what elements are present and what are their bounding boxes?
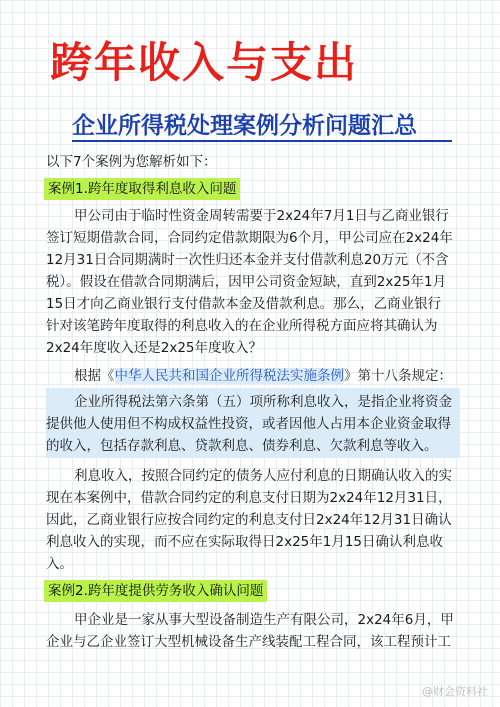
intro-text: 以下7个案例为您解析如下： xyxy=(46,154,217,170)
law-name: 中华人民共和国企业所得税法实施条例 xyxy=(114,368,344,384)
case1-para1-line: 税）。假设在借款合同期满后，因甲公司资金短缺，直到2x25年1月 xyxy=(46,274,447,290)
case1-para1-line: 15日才向乙商业银行支付借款本金及借款利息。那么，乙商业银行 xyxy=(46,296,442,312)
case1-para1-line: 12月31日合同期满时一次性归还本金并支付借款利息20万元（不含 xyxy=(46,252,449,268)
case1-quote-line: 提供他人使用但不构成权益性投资，或者因他人占用本企业资金取得 xyxy=(46,416,451,432)
case1-heading: 案例1.跨年度取得利息收入问题 xyxy=(44,178,240,200)
case1-quote-line: 的收入，包括存款利息、贷款利息、债券利息、欠款利息等收入。 xyxy=(46,438,438,454)
case1-para2-line: 入。 xyxy=(46,556,73,572)
case1-para2-line: 因此，乙商业银行应按合同约定的利息支付日2x24年12月31日确认 xyxy=(46,512,452,528)
case1-para1-line: 甲公司由于临时性资金周转需要于2x24年7月1日与乙商业银行 xyxy=(74,208,449,224)
basis-prefix: 根据《 xyxy=(74,368,115,384)
case1-para1-line: 签订短期借款合同，合同约定借款期限为6个月，甲公司应在2x24年 xyxy=(46,230,453,246)
case1-quote-line: 企业所得税法第六条第（五）项所称利息收入，是指企业将资金 xyxy=(74,394,452,410)
subtitle-underline xyxy=(72,140,452,142)
case2-para1-line: 企业与乙企业签订大型机械设备生产线装配工程合同，该工程预计工 xyxy=(46,634,451,650)
page-title: 跨年收入与支出 xyxy=(50,38,359,87)
case1-basis xyxy=(74,366,452,386)
case2-para1-line: 甲企业是一家从事大型设备制造生产有限公司，2x24年6月，甲 xyxy=(74,612,454,628)
case1-para2-line: 现在本案例中，借款合同约定的利息支付日期为2x24年12月31日， xyxy=(46,490,452,506)
case1-para1-line: 针对该笔跨年度取得的利息收入的在企业所得税方面应将其确认为 xyxy=(46,318,438,334)
basis-suffix: 》第十八条规定： xyxy=(344,368,452,384)
case2-heading: 案例2.跨年度提供劳务收入确认问题 xyxy=(44,580,267,602)
page-subtitle: 企业所得税处理案例分析问题汇总 xyxy=(72,113,417,139)
case1-para1-line: 2x24年度收入还是2x25年度收入？ xyxy=(46,340,263,356)
case1-para2-line: 利息收入，按照合同约定的债务人应付利息的日期确认收入的实 xyxy=(74,468,452,484)
case1-para2-line: 利息收入的实现，而不应在实际取得日2x25年1月15日确认利息收 xyxy=(46,534,444,550)
watermark: @财会资料社 xyxy=(422,685,488,698)
